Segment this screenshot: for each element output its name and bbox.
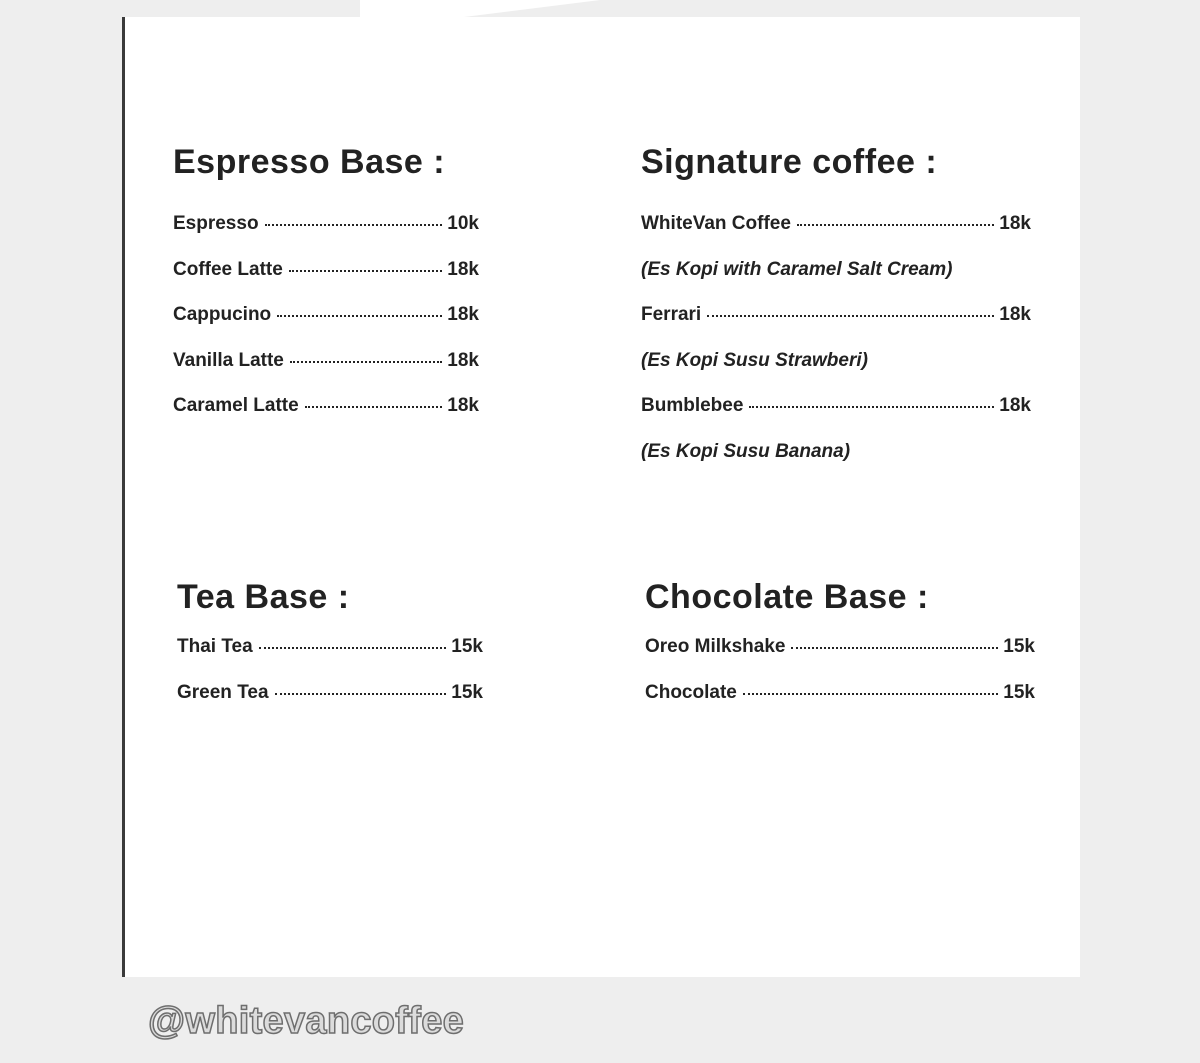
dot-leader [277, 315, 442, 317]
menu-item [641, 394, 1031, 440]
dot-leader [797, 224, 994, 226]
menu-item-list [641, 212, 1031, 485]
menu-item-price: 15k [1003, 636, 1035, 657]
menu-item-price: 18k [999, 395, 1031, 416]
dot-leader [290, 361, 442, 363]
dot-leader [259, 647, 447, 649]
dot-leader [305, 406, 443, 408]
dot-leader [791, 647, 998, 649]
menu-item-name: Ferrari [641, 304, 702, 325]
dot-leader [265, 224, 443, 226]
glare-shape [360, 0, 600, 18]
menu-item-price: 15k [451, 636, 483, 657]
menu-item-list [177, 635, 483, 726]
section-title: Chocolate Base : [645, 578, 929, 616]
menu-item-price: 18k [447, 258, 479, 280]
menu-item-name: Chocolate [645, 681, 737, 703]
menu-item [173, 212, 479, 258]
chocolate-base-section [645, 577, 1035, 726]
menu-item-description: (Es Kopi Susu Banana) [641, 440, 851, 462]
menu-item-price: 15k [1003, 681, 1035, 703]
menu-item-name: Coffee Latte [173, 258, 283, 280]
menu-item-price: 18k [999, 213, 1031, 234]
menu-item-name: Bumblebee [641, 395, 744, 416]
menu-item-name: Thai Tea [177, 636, 253, 657]
menu-item-name: Caramel Latte [173, 395, 299, 416]
menu-item [177, 681, 483, 727]
menu-item-price: 10k [447, 213, 479, 234]
menu-item-name: Espresso [173, 213, 259, 234]
menu-item-price: 15k [451, 681, 483, 703]
menu-page [122, 17, 1080, 977]
dot-leader [707, 315, 994, 317]
dot-leader [289, 270, 443, 272]
menu-item-price: 18k [999, 304, 1031, 325]
menu-item [173, 349, 479, 395]
menu-item-price: 18k [447, 395, 479, 416]
section-title: Signature coffee : [641, 143, 938, 181]
menu-item-description: (Es Kopi Susu Strawberi) [641, 349, 868, 371]
menu-item-name: Green Tea [177, 681, 269, 703]
section-title: Espresso Base : [173, 143, 446, 181]
menu-item-name: Oreo Milkshake [645, 636, 786, 657]
menu-item-description: (Es Kopi with Caramel Salt Cream) [641, 258, 953, 280]
dot-leader [749, 406, 994, 408]
watermark-handle: @whitevancoffee [148, 1000, 465, 1042]
menu-item [173, 258, 479, 304]
menu-item [173, 394, 479, 440]
menu-item-price: 18k [447, 304, 479, 325]
menu-item [173, 303, 479, 349]
dot-leader [275, 693, 447, 695]
menu-item [645, 635, 1035, 681]
menu-item [177, 635, 483, 681]
menu-item-name: Cappucino [173, 304, 272, 325]
menu-item-list [173, 212, 479, 440]
espresso-base-section [173, 142, 479, 440]
menu-item [641, 212, 1031, 258]
menu-item-price: 18k [447, 349, 479, 371]
section-title: Tea Base : [177, 578, 350, 616]
menu-item-list [645, 635, 1035, 726]
menu-item-name: Vanilla Latte [173, 349, 284, 371]
dot-leader [743, 693, 998, 695]
menu-item-name: WhiteVan Coffee [641, 213, 791, 234]
tea-base-section [177, 577, 483, 726]
menu-item [641, 303, 1031, 349]
signature-coffee-section [641, 142, 1031, 485]
menu-item [645, 681, 1035, 727]
